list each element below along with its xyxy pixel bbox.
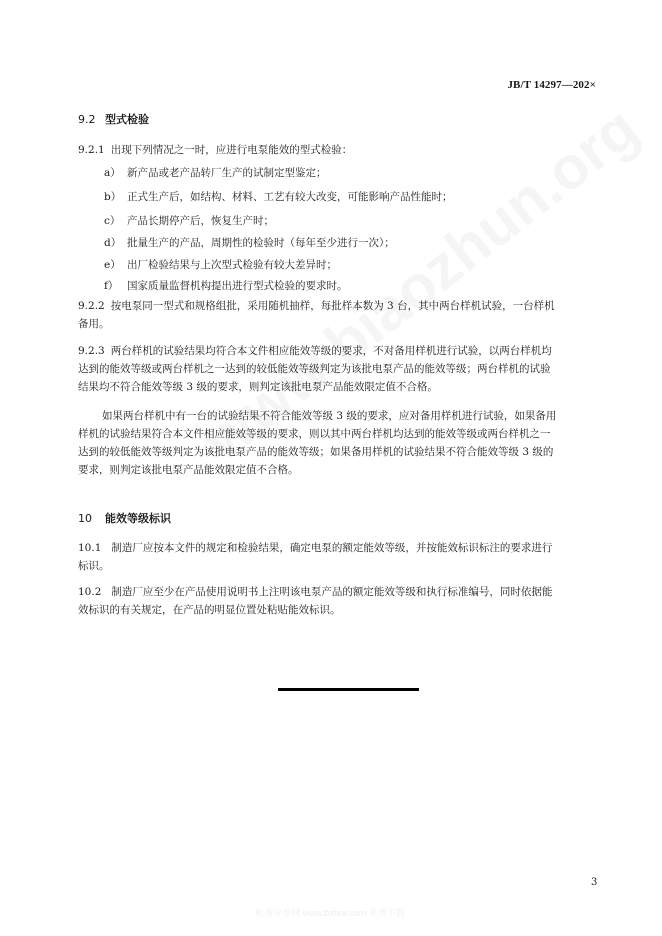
page-number: 3 [591, 877, 598, 888]
clause-number: 10.2 [78, 586, 102, 598]
list-item [104, 235, 395, 250]
section-number: 10 [78, 512, 92, 525]
footer-watermark: 标准分享网 www.bzfxw.com 免费下载 [255, 908, 405, 918]
clause-10-1 [78, 539, 552, 575]
list-text: 产品长期停产后，恢复生产时； [127, 215, 274, 227]
list-marker: b） [104, 191, 122, 203]
list-marker: e） [104, 259, 121, 271]
clause-line: 标识。 [78, 560, 110, 572]
clause-number: 10.1 [78, 542, 102, 554]
list-text: 出厂检验结果与上次型式检验有较大差异时； [127, 259, 337, 271]
section-heading-9-2 [78, 111, 149, 127]
section-heading-10 [78, 510, 171, 526]
clause-line [78, 539, 552, 557]
clause-10-2 [78, 583, 552, 619]
clause-line: 达到的能效等级或两台样机之一达到的较低能效等级判定为该批电泵产品的能效等级；两台样机的试验 [78, 363, 551, 375]
list-item [104, 189, 453, 204]
clause-line: 要求，则判定该批电泵产品能效限定值不合格。 [78, 464, 299, 476]
clause-number: 9.2.1 [78, 144, 105, 156]
clause-9-2-3 [78, 342, 552, 396]
clause-line: 备用。 [78, 318, 110, 330]
clause-line [78, 342, 552, 360]
list-item [104, 213, 274, 228]
clause-line: 效标识的有关规定，在产品的明显位置处粘贴能效标识。 [78, 604, 341, 616]
list-item [104, 278, 348, 293]
section-title: 型式检验 [105, 113, 149, 126]
clause-line: 如果两台样机中有一台的试验结果不符合能效等级 3 级的要求，应对备用样机进行试验，如果备用 [102, 410, 557, 422]
clause-text: 出现下列情况之一时，应进行电泵能效的型式检验： [110, 144, 353, 156]
list-item [104, 257, 337, 272]
clause-9-2-1 [78, 141, 352, 159]
clause-line [78, 583, 552, 601]
list-item [104, 165, 327, 180]
clause-line: 样机的试验结果符合本文件相应能效等级的要求，则以其中两台样机均达到的能效等级或两台样机之一 [78, 428, 551, 440]
list-text: 正式生产后，如结构、材料、工艺有较大改变，可能影响产品性能时； [127, 191, 453, 203]
clause-number: 9.2.3 [78, 345, 105, 357]
backup-sample-paragraph [78, 407, 556, 479]
section-title: 能效等级标识 [105, 512, 171, 525]
clause-line: 达到的较低能效等级判定为该批电泵产品的能效等级；如果备用样机的试验结果不符合能效等级 3 级的 [78, 446, 554, 458]
end-of-document-rule [278, 688, 419, 691]
clause-text: 制造厂应至少在产品使用说明书上注明该电泵产品的额定能效等级和执行标准编号，同时依据能 [111, 586, 553, 598]
clause-number: 9.2.2 [78, 300, 105, 312]
list-marker: d） [104, 237, 122, 249]
clause-line [78, 297, 555, 315]
list-marker: a） [104, 167, 121, 179]
section-number: 9.2 [78, 113, 96, 126]
clause-line: 结果均不符合能效等级 3 级的要求，则判定该批电泵产品能效限定值不合格。 [78, 381, 438, 393]
clause-text: 按电泵同一型式和规格组批，采用随机抽样，每批样本数为 3 台，其中两台样机试验，一台样机 [110, 300, 555, 312]
list-marker: c） [104, 215, 121, 227]
clause-text: 两台样机的试验结果均符合本文件相应能效等级的要求，不对备用样机进行试验，以两台样机均 [110, 345, 552, 357]
clause-9-2-2 [78, 297, 555, 333]
clause-text: 制造厂应按本文件的规定和检验结果，确定电泵的额定能效等级，并按能效标识标注的要求进行 [111, 542, 553, 554]
list-text: 国家质量监督机构提出进行型式检验的要求时。 [127, 280, 348, 292]
list-text: 新产品或老产品转厂生产的试制定型鉴定； [127, 167, 327, 179]
list-marker: f） [104, 280, 119, 292]
list-text: 批量生产的产品，周期性的检验时（每年至少进行一次）； [127, 237, 395, 249]
standard-code: JB/T 14297—202× [507, 79, 596, 91]
